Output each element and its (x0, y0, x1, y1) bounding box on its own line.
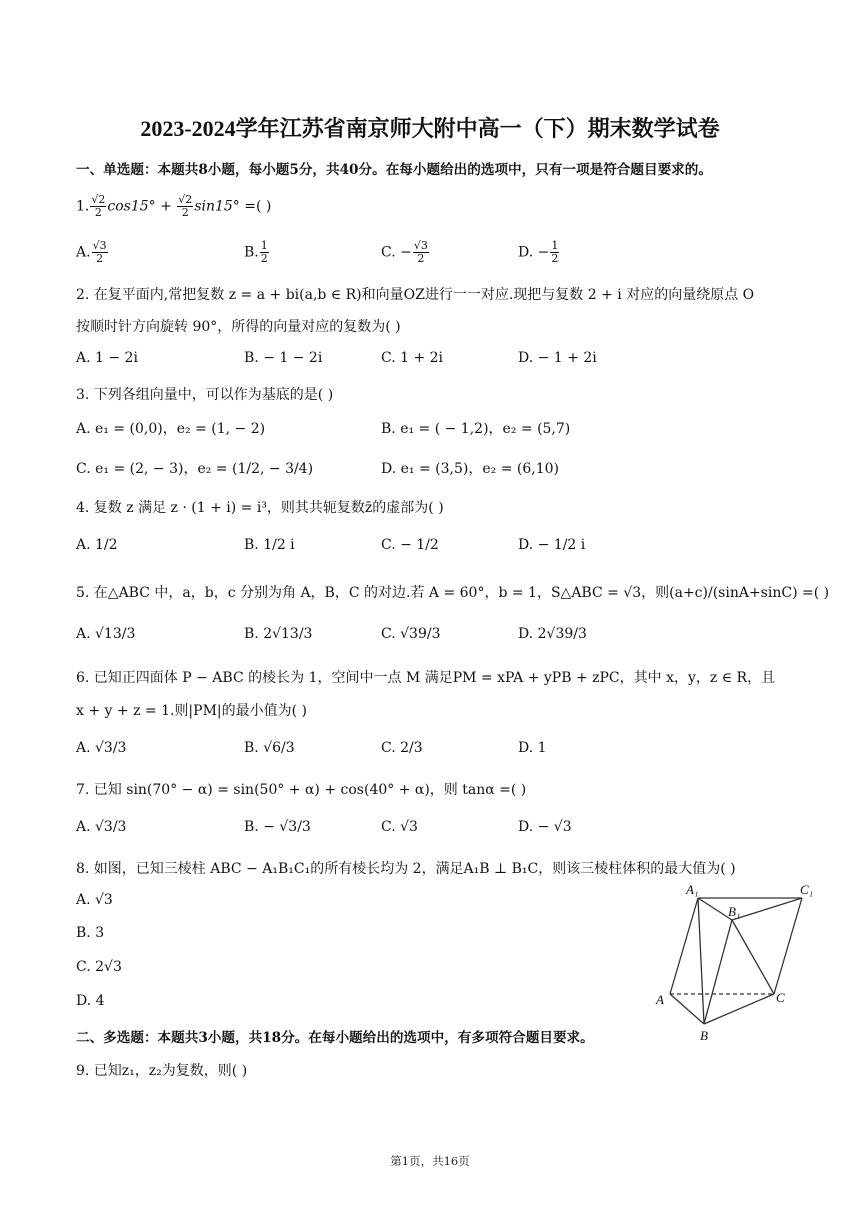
question-6-line2: x + y + z = 1.则|PM|的最小值为( ) (76, 703, 307, 719)
option-b: B. e₁ = ( − 1,2)，e₂ = (5,7) (381, 421, 571, 437)
question-4: 4. 复数 z 满足 z · (1 + i) = i³，则其共轭复数z̄的虚部为( ) (76, 500, 444, 516)
option-d: D. − 1 + 2i (518, 350, 597, 366)
question-8-option-d: D. 4 (76, 993, 105, 1009)
edge-a1-a (670, 898, 698, 994)
option-c: C. − 1/2 (381, 537, 439, 553)
option-b: B. − √3/3 (244, 819, 311, 835)
option-d: D. 2√39/3 (518, 626, 587, 642)
question-8-option-b: B. 3 (76, 925, 105, 941)
edge-c1-c (774, 898, 802, 994)
label-a1: A₁ (686, 882, 699, 897)
option-d: D. − $\frac{1}{2}$ (518, 239, 559, 265)
question-1: 1. $\frac{√2}{2}$ cos15° + $\frac{√2}{2}$ sin15° =( ) (76, 193, 272, 219)
option-c: C. 2/3 (381, 740, 423, 756)
page-title: 2023-2024学年江苏省南京师大附中高一（下）期末数学试卷 (140, 116, 720, 141)
option-d: D. − √3 (518, 819, 572, 835)
option-b: B. − 1 − 2i (244, 350, 323, 366)
label-b: B (700, 1028, 708, 1043)
question-3: 3. 下列各组向量中，可以作为基底的是( ) (76, 387, 334, 403)
question-8: 8. 如图，已知三棱柱 ABC − A₁B₁C₁的所有棱长均为 2，满足A₁B ⊥ B₁C，则该三棱柱体积的最大值为( ) (76, 861, 736, 877)
edge-a1-b1 (698, 898, 732, 920)
question-2-line1: 2. 在复平面内,常把复数 z = a + bi(a,b ∈ R)和向量OZ进行一一对应.现把与复数 2 + i 对应的向量绕原点 O (76, 287, 755, 303)
option-b: B. $\frac{1}{2}$ (244, 239, 268, 265)
option-a: A. 1 − 2i (76, 350, 138, 366)
option-d: D. 1 (518, 740, 547, 756)
option-a: A. 1/2 (76, 537, 118, 553)
edge-b1-b (704, 920, 732, 1024)
option-c: C. e₁ = (2, − 3)，e₂ = (1/2, − 3/4) (76, 461, 314, 477)
option-a: A. √3/3 (76, 740, 127, 756)
label-a: A (656, 992, 664, 1007)
page-footer: 第1页，共16页 (390, 1154, 470, 1168)
segment-b1-c (732, 920, 774, 994)
option-b: B. 2√13/3 (244, 626, 313, 642)
edge-b1-c1 (732, 898, 802, 920)
label-c1: C₁ (800, 882, 814, 897)
question-8-option-a: A. √3 (76, 892, 113, 908)
prism-figure (652, 876, 822, 1046)
option-a: A. $\frac{√3}{2}$ (76, 239, 107, 265)
question-2-line2: 按顺时针方向旋转 90°，所得的向量对应的复数为( ) (76, 319, 401, 335)
question-9: 9. 已知z₁，z₂为复数，则( ) (76, 1063, 248, 1079)
question-6-line1: 6. 已知正四面体 P − ABC 的棱长为 1，空间中一点 M 满足PM = xPA + yPB + zPC，其中 x，y，z ∈ R，且 (76, 670, 776, 686)
option-b: B. 1/2 i (244, 537, 295, 553)
option-a: A. √13/3 (76, 626, 136, 642)
option-c: C. 1 + 2i (381, 350, 444, 366)
question-7: 7. 已知 sin(70° − α) = sin(50° + α) + cos(40° + α)，则 tanα =( ) (76, 782, 527, 798)
question-5: 5. 在△ABC 中，a，b，c 分别为角 A，B，C 的对边.若 A = 60°，b = 1，S△ABC = √3，则(a+c)/(sinA+sinC) =( ) (76, 585, 830, 601)
question-8-option-c: C. 2√3 (76, 959, 122, 975)
option-c: C. √39/3 (381, 626, 441, 642)
option-d: D. − 1/2 i (518, 537, 586, 553)
option-b: B. √6/3 (244, 740, 295, 756)
option-c: C. √3 (381, 819, 418, 835)
option-a: A. √3/3 (76, 819, 127, 835)
section-heading-multi-choice: 二、多选题：本题共3小题，共18分。在每小题给出的选项中，有多项符合题目要求。 (76, 1030, 594, 1046)
label-c: C (776, 990, 785, 1005)
segment-a1-b (698, 898, 704, 1024)
option-a: A. e₁ = (0,0)，e₂ = (1, − 2) (76, 421, 266, 437)
label-b1: B₁ (728, 904, 741, 919)
edge-b-c (704, 994, 774, 1024)
section-heading-single-choice: 一、单选题：本题共8小题，每小题5分，共40分。在每小题给出的选项中，只有一项是符合题目要求的。 (76, 162, 712, 178)
option-c: C. − $\frac{√3}{2}$ (381, 239, 428, 265)
option-d: D. e₁ = (3,5)，e₂ = (6,10) (381, 461, 559, 477)
edge-a-b (670, 994, 704, 1024)
